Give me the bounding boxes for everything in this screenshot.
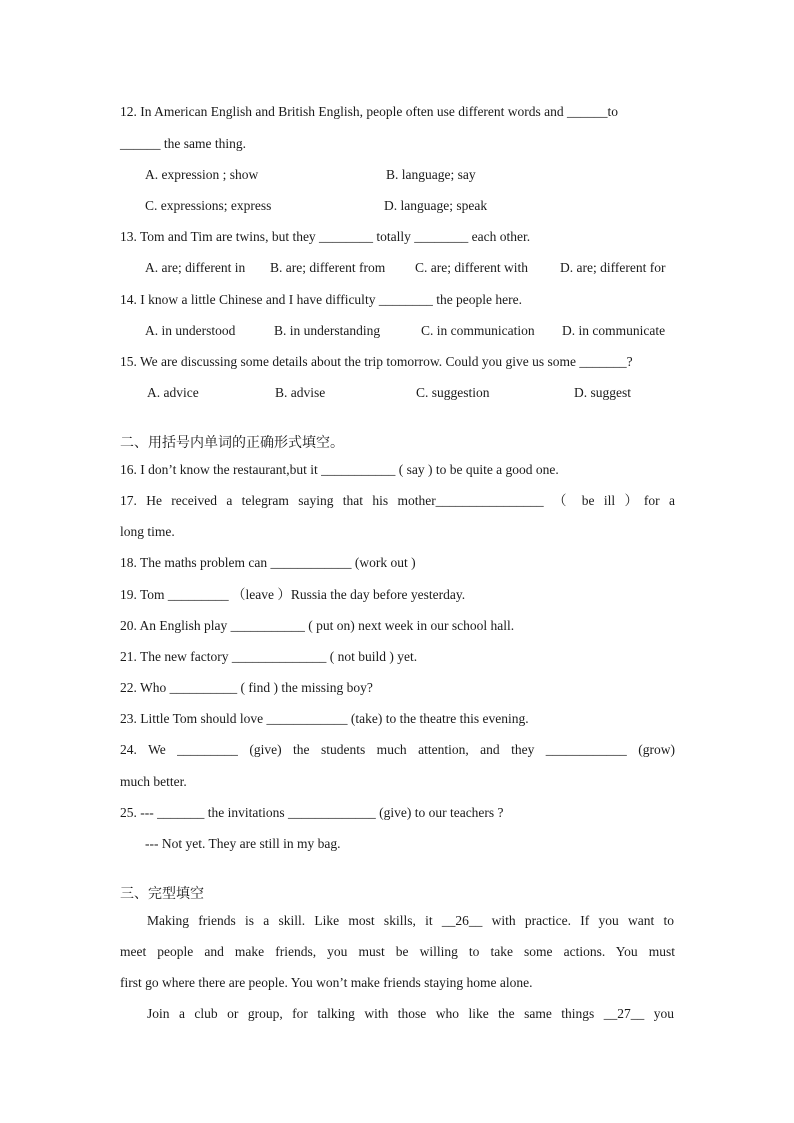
passage-p1-line2: meet people and make friends, you must be willing to take some actions. You must [120,944,675,959]
q13-option-c: C. are; different with [415,260,528,275]
q13-option-d: D. are; different for [560,260,666,275]
q13-stem: 13. Tom and Tim are twins, but they ________ totally ________ each other. [120,229,531,244]
section2-heading: 二、用括号内单词的正确形式填空。 [120,435,344,451]
q12-option-b: B. language; say [386,167,476,182]
passage-p1-line1: Making friends is a skill. Like most skills, it __26__ with practice. If you want to [147,913,674,928]
q17-line1: 17. He received a telegram saying that his mother________________ （ be ill ）for a [120,493,675,508]
q14-option-d: D. in communicate [562,323,666,338]
q12-option-a: A. expression ; show [145,167,259,182]
q12-stem-line2: ______ the same thing. [120,136,246,151]
q14-option-b: B. in understanding [274,323,381,338]
q12-option-c: C. expressions; express [145,198,272,213]
q13-option-b: B. are; different from [270,260,386,275]
q21: 21. The new factory ______________ ( not build ) yet. [120,649,418,664]
section3-heading: 三、完型填空 [120,886,204,902]
passage-p1-line3: first go where there are people. You won’t make friends staying home alone. [120,975,533,990]
q12-option-d: D. language; speak [384,198,488,213]
q15-option-b: B. advise [275,385,326,400]
q24-line2: much better. [120,774,187,789]
q25-line1: 25. --- _______ the invitations _____________ (give) to our teachers ? [120,805,504,820]
q18: 18. The maths problem can ____________ (work out ) [120,555,416,570]
q15-option-c: C. suggestion [416,385,490,400]
q15-option-d: D. suggest [574,385,631,400]
q15-stem: 15. We are discussing some details about the trip tomorrow. Could you give us some _______? [120,354,633,369]
q14-option-c: C. in communication [421,323,535,338]
q22: 22. Who __________ ( find ) the missing boy? [120,680,373,695]
q17-line2: long time. [120,524,175,539]
q12-stem-line1: 12. In American English and British English, people often use different words and ______to [120,104,619,119]
q13-option-a: A. are; different in [145,260,246,275]
q24-line1: 24. We _________ (give) the students much attention, and they ____________ (grow) [120,742,675,757]
q23: 23. Little Tom should love ____________ (take) to the theatre this evening. [120,711,529,726]
q14-stem: 14. I know a little Chinese and I have difficulty ________ the people here. [120,292,523,307]
passage-p2-line1: Join a club or group, for talking with those who like the same things __27__ you [147,1006,674,1021]
q25-line2: --- Not yet. They are still in my bag. [145,836,341,851]
q14-option-a: A. in understood [145,323,236,338]
q20: 20. An English play ___________ ( put on) next week in our school hall. [120,618,515,633]
q16: 16. I don’t know the restaurant,but it ___________ ( say ) to be quite a good one. [120,462,559,477]
q19: 19. Tom _________ （leave ）Russia the day before yesterday. [120,587,466,602]
q15-option-a: A. advice [147,385,199,400]
